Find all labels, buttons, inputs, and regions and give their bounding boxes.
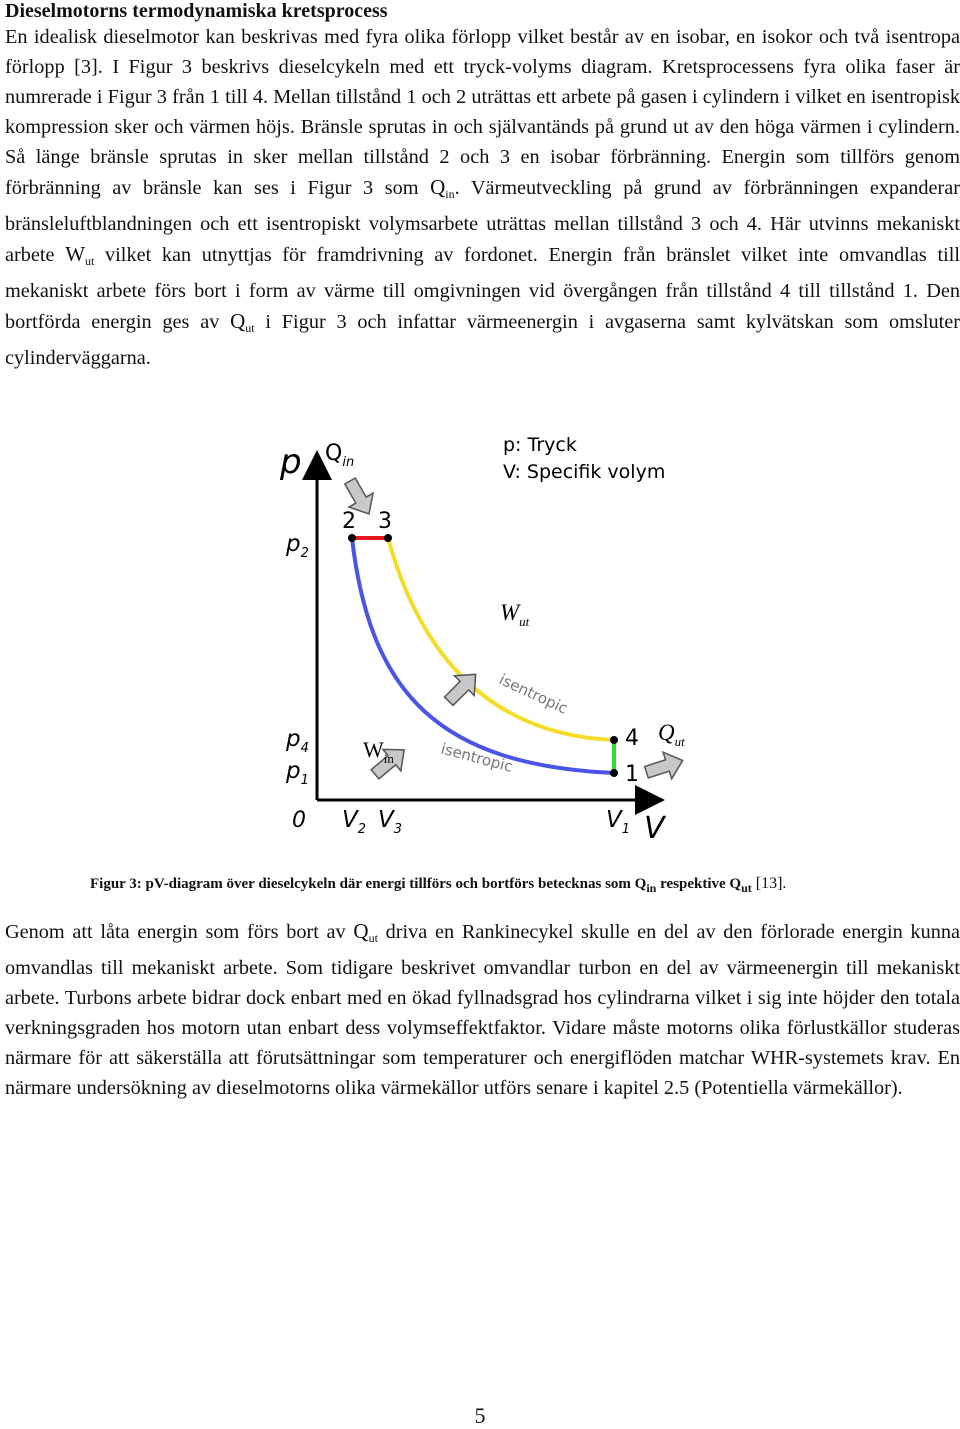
legend-pressure: p: Tryck [503,434,577,456]
v1-label [606,807,630,837]
state-1-label: 1 [625,762,639,787]
v2-letter: V [342,807,358,833]
p1-label [285,758,309,788]
v3-letter: V [378,807,394,833]
w-ut-subscript: ut [519,614,530,629]
v2-label [342,807,366,837]
caption-mid: respektive Q [656,876,742,892]
symbol-q-in-subscript: in [445,187,455,201]
p2-letter: p [286,531,301,557]
p1-letter: p [286,758,301,784]
symbol-q-ut-2-subscript: ut [368,931,378,945]
symbol-q-ut-letter: Q [230,309,246,333]
w-in-label [363,737,394,766]
symbol-q-in-letter: Q [430,175,446,199]
paragraph-rankine [5,916,960,1103]
para1-text-2: . Värmeutveckling på grund av förbränningen expanderar bränsleluftblandningen och ett isentropiskt volymsarbete uträttas mellan tillstånd 3 och 4. Här utvinns mekaniskt arbete [5,177,960,266]
q-ut-arrow [642,747,687,785]
caption-sub-in: in [646,881,657,895]
caption-sub-ut: ut [741,881,752,895]
section-title: Dieselmotorns termodynamiska kretsprocess [5,0,388,22]
v2-subscript: 2 [357,822,367,837]
v3-subscript: 3 [393,822,403,837]
symbol-q-in [430,175,455,199]
compression-curve [352,538,614,776]
symbol-w-ut [65,242,94,266]
v3-label [378,807,402,837]
symbol-q-ut [230,309,255,333]
p4-letter: p [286,726,301,752]
symbol-q-ut-subscript: ut [245,321,255,335]
symbol-w-ut-letter: W [65,242,86,266]
symbol-q-ut-2 [353,919,378,943]
paragraph-intro [5,22,960,373]
para2-text-1: Genom att låta energin som förs bort av [5,921,346,943]
figure-caption [90,875,786,896]
q-in-subscript: in [342,455,355,470]
p4-subscript: 4 [300,741,309,756]
para1-text-4: i Figur 3 och infattar värmeenergin i avgaserna samt kylvätskan som omsluter cylinderväggarna. [5,311,960,369]
p1-subscript: 1 [300,773,309,788]
symbol-q-ut-2-letter: Q [353,919,369,943]
para1-text-3: vilket kan utnyttjas för framdrivning av fordonet. Energin från bränslet vilket inte omvandlas till mekaniskt arbete förs bort i form av värme till omgivningen vid övergången från tillstånd 4 till tillstånd 1. Den bortförda energin ges av [5,244,960,333]
page-number: 5 [474,1403,486,1428]
p2-subscript: 2 [300,546,309,561]
page [5,0,960,373]
w-in-letter: W [363,737,384,762]
symbol-w-ut-subscript: ut [85,254,95,268]
origin-label: 0 [292,808,306,833]
q-in-label [325,441,354,470]
caption-text: Figur 3: pV-diagram över dieselcykeln där energi tillförs och bortförs betecknas som Q [90,876,647,892]
q-ut-subscript: ut [674,734,685,749]
pv-diagram [270,425,710,860]
v1-subscript: 1 [621,822,631,837]
p2-label [285,531,309,561]
state-4-dot [610,736,618,744]
w-ut-label [500,600,530,629]
isentropic-lower-label: isentropic [438,739,515,776]
v1-letter: V [606,807,622,833]
q-ut-letter: Q [658,720,675,745]
p4-label [285,726,309,756]
isentropic-upper-label: isentropic [496,670,571,718]
legend-volume: V: Specifik volym [503,461,666,483]
w-ut-arrow [439,664,486,711]
state-2-label: 2 [342,509,356,534]
q-in-letter: Q [325,441,343,466]
state-3-label: 3 [378,509,392,534]
axis-label-p: p [280,442,302,482]
w-in-subscript: in [383,751,394,766]
q-ut-label [658,720,685,749]
caption-end: [13]. [751,875,787,892]
axis-label-v: V [644,811,665,846]
para2-text-2: driva en Rankinecykel skulle en del av den förlorade energin kunna omvandlas till mekaniskt arbete. Som tidigare beskrivet omvandlar turbon en del av värmeenergin till mekaniskt arbete. Turbons arbete bidrar dock enbart med en ökad fyllnadsgrad hos cylindrarna vilket i sig inte höjder den totala verkningsgraden hos motorn utan enbart dess volymseffektfaktor. Vidare måste motorns olika förlustkällor studeras närmare för att säkerställa att förutsättningar som temperaturer och energiflöden matchar WHR-systemets krav. En närmare undersökning av dieselmotorns olika värmekällor utförs senare i kapitel 2.5 (Potentiella värmekällor). [5,921,960,1099]
state-2-dot [348,534,356,542]
state-3-dot [384,534,392,542]
state-1-dot [610,769,618,777]
w-ut-letter: W [500,600,520,625]
state-4-label: 4 [625,726,639,751]
para1-text-1: En idealisk dieselmotor kan beskrivas med fyra olika förlopp vilket består av en isobar, en isokor och två isentropa förlopp [3]. I Figur 3 beskrivs dieselcykeln med ett tryck-volyms diagram. Kretsprocessens fyra olika faser är numrerade i Figur 3 från 1 till 4. Mellan tillstånd 1 och 2 uträttas ett arbete på gasen i cylindern i vilket en isentropisk kompression sker och värmen höjs. Bränsle sprutas in och självantänds på grund ut av den höga värmen i cylindern. Så länge bränsle sprutas in sker mellan tillstånd 2 och 3 en isobar förbränning. Energin som tillförs genom förbränning av bränsle kan ses i Figur 3 som [5,26,960,199]
